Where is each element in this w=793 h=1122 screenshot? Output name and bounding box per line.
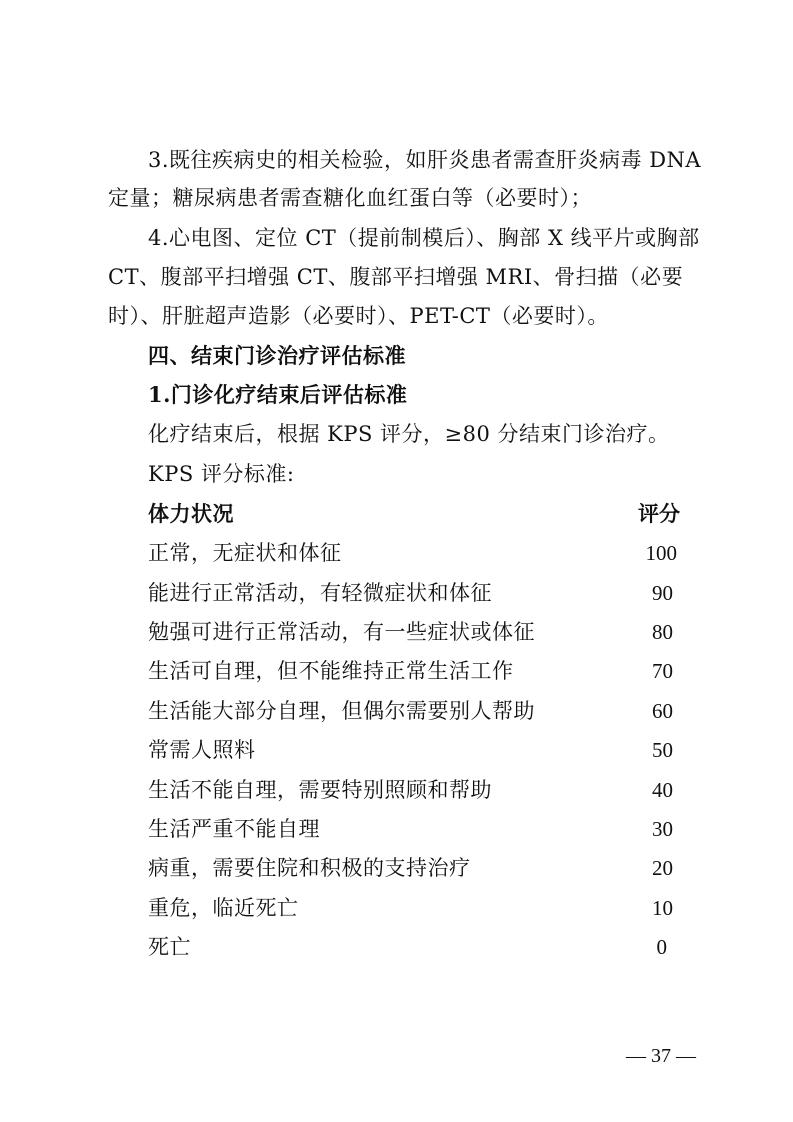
- paragraph-3-line-2: 定量；糖尿病患者需查糖化血红蛋白等（必要时）；: [108, 186, 592, 210]
- table-row-score: 20: [652, 856, 673, 880]
- table-row-score: 0: [656, 935, 667, 959]
- table-row-status: 生活可自理，但不能维持正常生活工作: [148, 659, 514, 683]
- paragraph-3-line-1: 3.既往疾病史的相关检验，如肝炎患者需查肝炎病毒 DNA: [148, 148, 702, 172]
- kps-intro: KPS 评分标准:: [148, 462, 295, 486]
- table-header-score: 评分: [638, 502, 680, 526]
- table-row-status: 重危，临近死亡: [148, 896, 299, 920]
- table-row-status: 能进行正常活动，有轻微症状和体征: [148, 581, 492, 605]
- subsection-heading: 1.门诊化疗结束后评估标准: [148, 382, 408, 407]
- table-row-score: 80: [652, 620, 673, 644]
- table-row-status: 勉强可进行正常活动，有一些症状或体征: [148, 620, 535, 644]
- table-row-score: 50: [652, 738, 673, 762]
- table-row-status: 常需人照料: [148, 738, 256, 762]
- table-row-status: 生活严重不能自理: [148, 817, 320, 841]
- table-row-score: 40: [652, 778, 673, 802]
- table-row-score: 100: [645, 541, 677, 565]
- table-row-status: 死亡: [148, 935, 191, 959]
- paragraph-4-line-1: 4.心电图、定位 CT（提前制模后）、胸部 X 线平片或胸部: [148, 226, 700, 250]
- paragraph-4-line-3: 时）、肝脏超声造影（必要时）、PET-CT（必要时）。: [108, 304, 609, 328]
- table-row-score: 60: [652, 699, 673, 723]
- section-heading: 四、结束门诊治疗评估标准: [148, 343, 406, 368]
- table-row-score: 30: [652, 817, 673, 841]
- body-line: 化疗结束后，根据 KPS 评分，≥80 分结束门诊治疗。: [148, 422, 670, 446]
- table-row-score: 10: [652, 896, 673, 920]
- table-row-status: 生活不能自理，需要特别照顾和帮助: [148, 778, 492, 802]
- table-row-score: 70: [652, 659, 673, 683]
- table-header-status: 体力状况: [148, 501, 234, 526]
- paragraph-4-line-2: CT、腹部平扫增强 CT、腹部平扫增强 MRI、骨扫描（必要: [108, 265, 684, 289]
- table-row-status: 生活能大部分自理，但偶尔需要别人帮助: [148, 699, 535, 723]
- table-row-status: 病重，需要住院和积极的支持治疗: [148, 856, 471, 880]
- table-row-status: 正常，无症状和体征: [148, 541, 342, 565]
- table-row-score: 90: [652, 581, 673, 605]
- page-number: — 37 —: [626, 1045, 696, 1067]
